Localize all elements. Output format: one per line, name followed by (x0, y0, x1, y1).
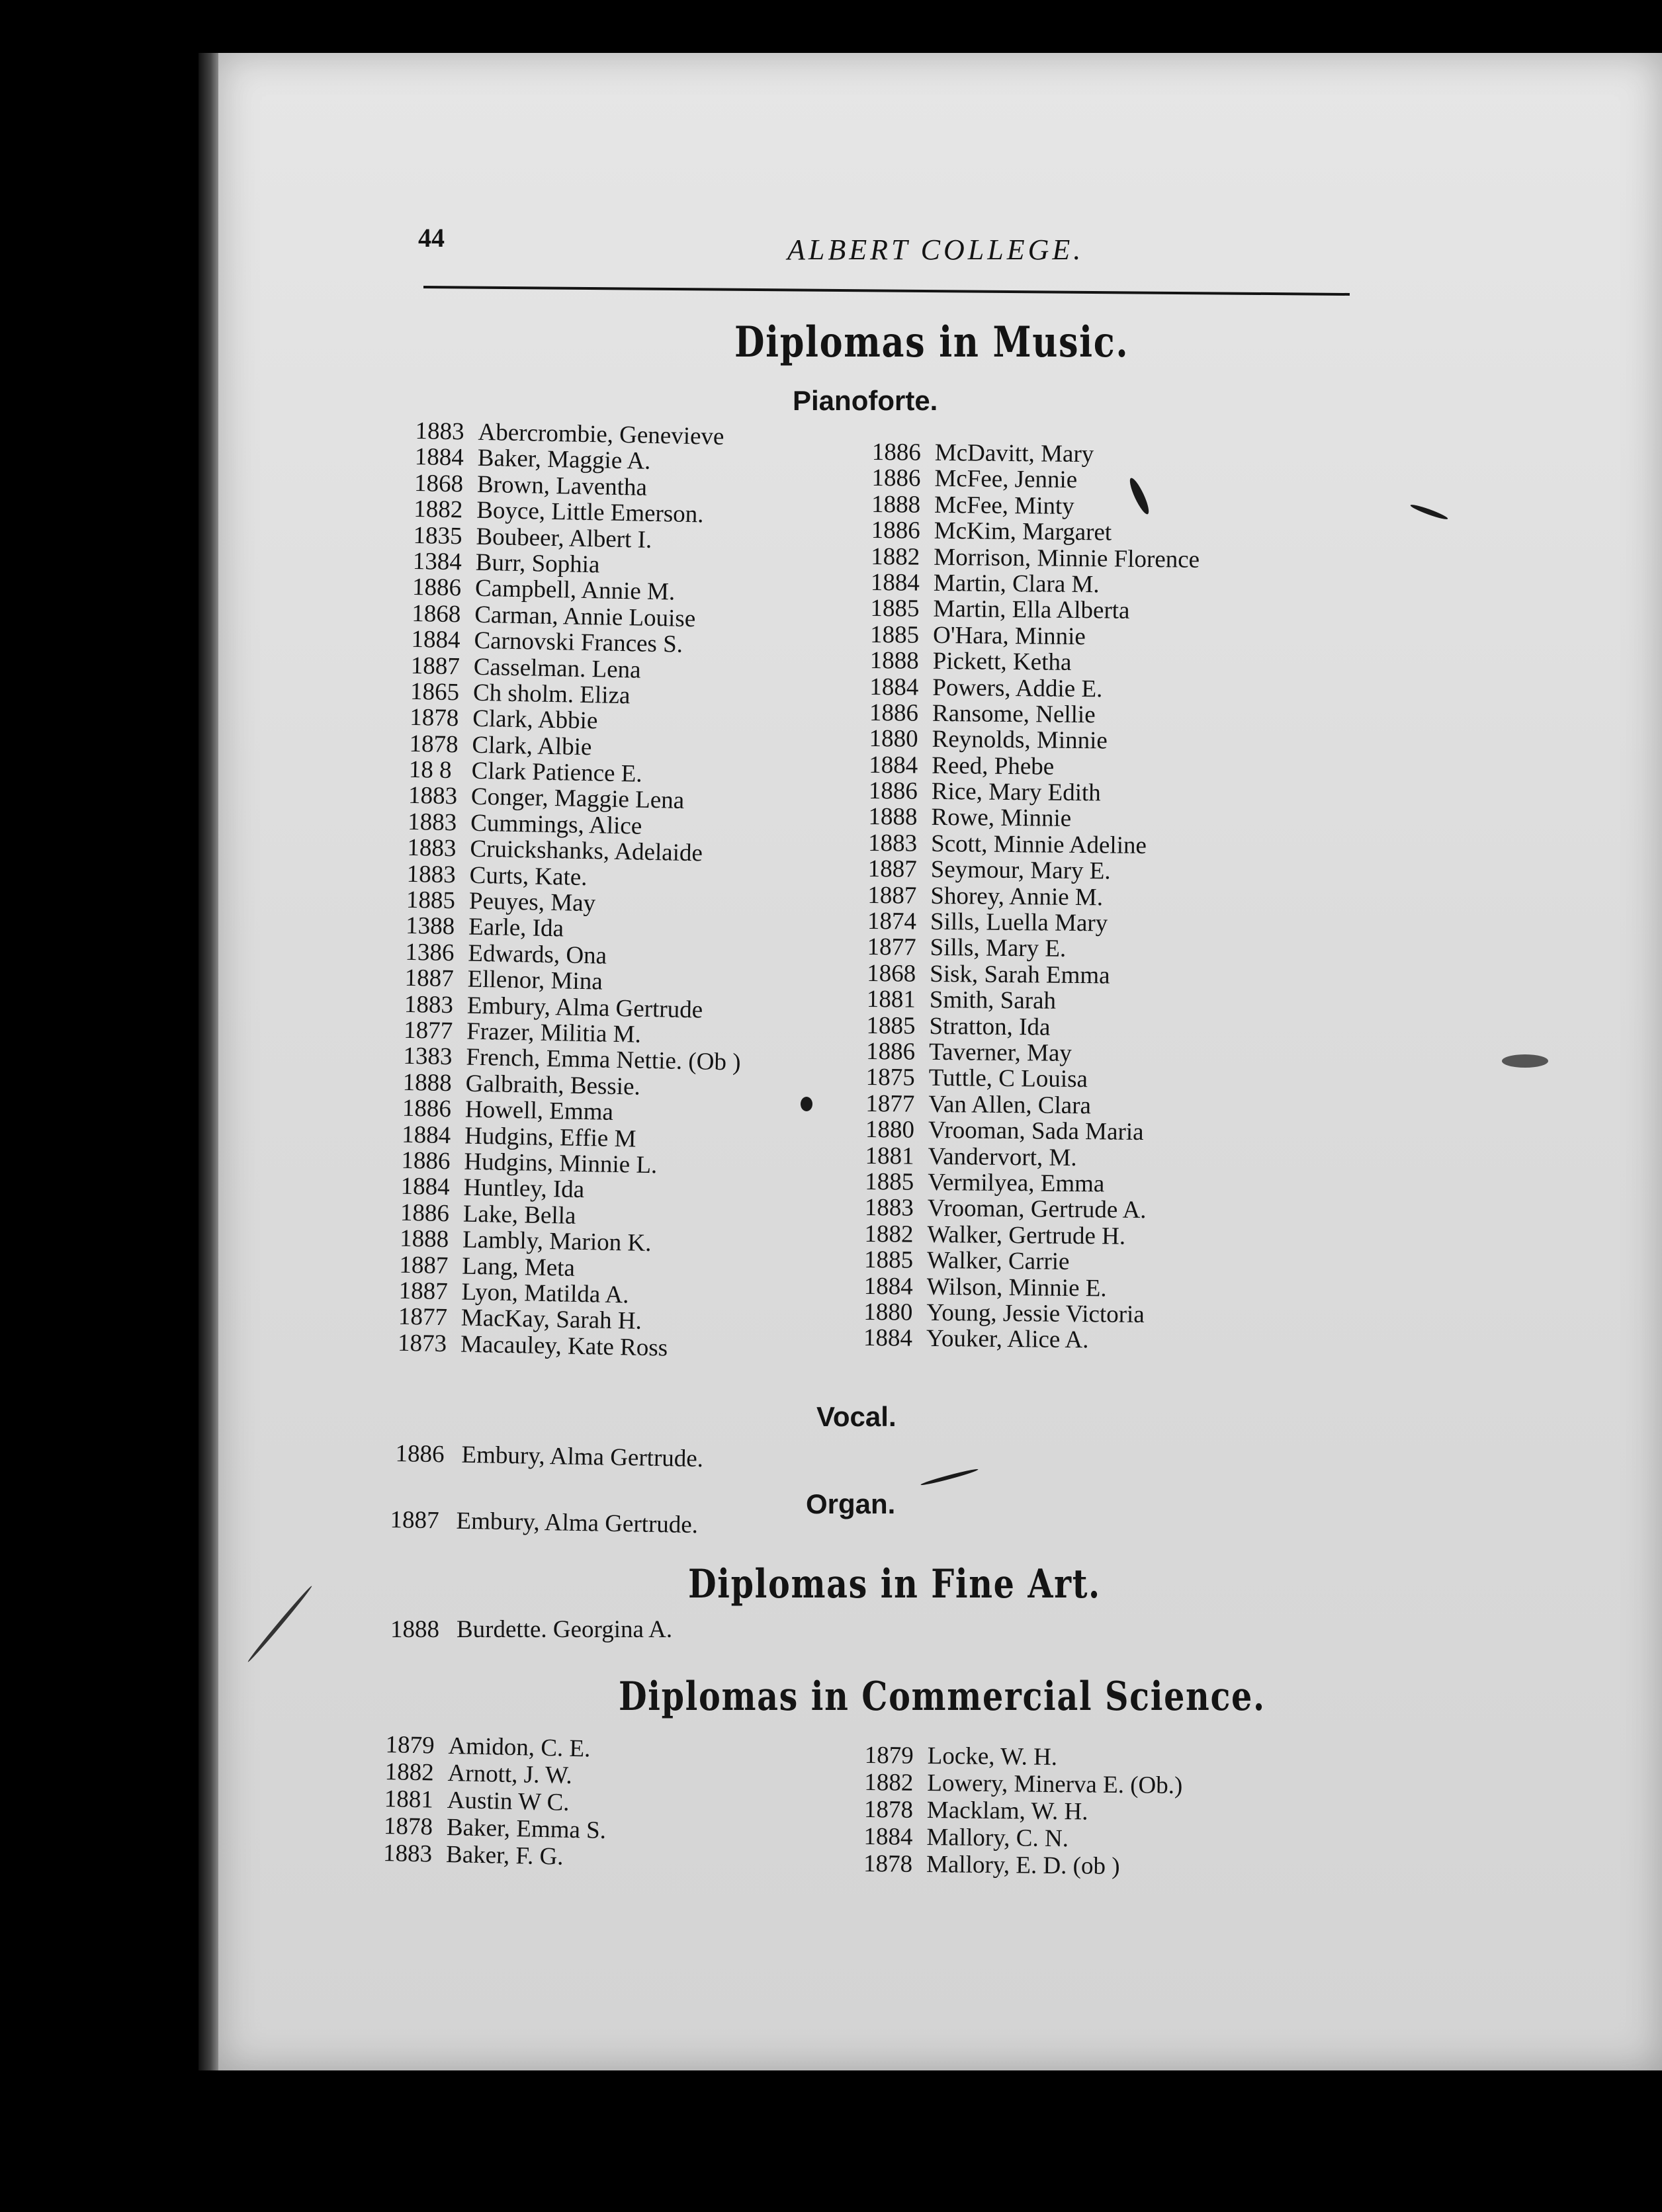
entry-year: 1884 (869, 673, 919, 701)
entry-name: Clark, Albie (472, 731, 592, 761)
list-item (864, 1769, 1182, 1800)
entry-name: Lowery, Minerva E. (Ob.) (927, 1769, 1183, 1800)
list-item (865, 1142, 1194, 1171)
entry-year: 1882 (864, 1768, 914, 1797)
entry-name: Morrison, Minnie Florence (934, 543, 1200, 574)
fine-art-diplomas-heading: Diplomas in Fine Art. (688, 1561, 1101, 1607)
entry-name: Martin, Clara M. (933, 569, 1100, 599)
entry-year: 1883 (408, 782, 458, 810)
list-item (864, 1221, 1193, 1250)
entry-name: Cummings, Alice (470, 809, 642, 840)
entry-year: 1883 (867, 829, 918, 857)
entry-name: MacKay, Sarah H. (460, 1304, 642, 1336)
entry-name: Macklam, W. H. (926, 1796, 1088, 1826)
entry-name: Lang, Meta (462, 1252, 576, 1282)
entry-year: 1873 (397, 1329, 447, 1357)
entry-year: 1884 (411, 626, 460, 654)
entry-name: Baker, Maggie A. (477, 445, 651, 476)
entry-name: Scott, Minnie Adeline (930, 830, 1147, 859)
entry-year: 1882 (384, 1758, 435, 1787)
entry-name: Sills, Luella Mary (930, 908, 1108, 937)
entry-year: 1388 (405, 912, 455, 941)
list-item (867, 934, 1196, 963)
entry-year: 1887 (404, 964, 455, 993)
entry-year: 1883 (407, 808, 457, 837)
list-item (863, 1824, 1182, 1854)
entry-name: Rice, Mary Edith (931, 777, 1101, 807)
list-item (865, 1169, 1194, 1198)
entry-name: Amidon, C. E. (448, 1732, 591, 1763)
entry-name: Edwards, Ona (468, 939, 607, 970)
entry-year: 1888 (390, 1616, 439, 1643)
entry-year: 1880 (869, 725, 918, 753)
entry-year: 1868 (411, 599, 461, 628)
entry-year: 1888 (871, 490, 921, 519)
fine-art-entry (390, 1615, 672, 1644)
commercial-science-diplomas-heading: Diplomas in Commercial Science. (619, 1674, 1266, 1720)
entry-name: Campbell, Annie M. (474, 575, 676, 606)
entry-name: Van Allen, Clara (928, 1090, 1092, 1119)
entry-name: Rowe, Minnie (931, 804, 1072, 833)
entry-name: Baker, F. G. (445, 1840, 564, 1871)
entry-year: 1868 (414, 469, 464, 498)
entry-name: McFee, Jennie (934, 465, 1078, 494)
organ-entry (390, 1506, 698, 1539)
entry-year: 1865 (410, 677, 460, 706)
entry-year: 1884 (414, 443, 464, 472)
entry-year: 1887 (410, 652, 460, 680)
entry-name: Burr, Sophia (475, 548, 600, 579)
entry-year: 1877 (865, 1089, 915, 1118)
entry-year: 1883 (864, 1194, 914, 1222)
entry-year: 1884 (870, 568, 920, 597)
entry-year: 1883 (382, 1839, 433, 1868)
scan-speck (1502, 1054, 1548, 1068)
entry-name: Curts, Kate. (469, 861, 588, 891)
entry-year: 1875 (865, 1064, 915, 1092)
entry-year: 1887 (390, 1506, 439, 1535)
list-item (867, 882, 1196, 912)
list-item (871, 465, 1200, 494)
entry-year: 1888 (402, 1068, 453, 1097)
entry-year: 1887 (867, 855, 917, 883)
entry-year: 1885 (866, 1011, 916, 1040)
list-item (868, 856, 1197, 885)
entry-year: 1886 (871, 464, 921, 493)
list-item (865, 1742, 1183, 1773)
entry-name: Youker, Alice A. (926, 1325, 1089, 1354)
list-item (870, 622, 1199, 651)
entry-name: Hudgins, Minnie L. (464, 1148, 658, 1179)
commercial-list-left (383, 1732, 608, 1872)
entry-name: Vrooman, Gertrude A. (927, 1195, 1147, 1224)
entry-year: 1886 (868, 777, 918, 805)
entry-name: Mallory, C. N. (926, 1823, 1069, 1853)
list-item (868, 804, 1197, 833)
list-item (867, 960, 1196, 990)
running-head: ALBERT COLLEGE. (787, 234, 1084, 266)
entry-name: Powers, Addie E. (932, 673, 1103, 702)
commercial-list-right (863, 1742, 1183, 1881)
entry-name: Frazer, Militia M. (466, 1017, 642, 1048)
entry-year: 1882 (413, 495, 463, 524)
entry-name: McDavitt, Mary (934, 439, 1094, 468)
entry-name: Wilson, Minnie E. (926, 1273, 1107, 1302)
entry-year: 1885 (865, 1168, 914, 1196)
pianoforte-list-right (863, 439, 1201, 1354)
entry-name: Ransome, Nellie (932, 699, 1096, 729)
entry-name: Boyce, Little Emerson. (476, 496, 704, 529)
entry-name: Lambly, Marion K. (462, 1226, 652, 1257)
entry-name: Clark, Abbie (472, 705, 598, 735)
entry-year: 1886 (869, 699, 919, 727)
music-diplomas-heading: Diplomas in Music. (734, 318, 1129, 367)
entry-name: Austin W C. (447, 1786, 570, 1816)
entry-name: Vermilyea, Emma (928, 1168, 1105, 1198)
entry-year: 1887 (867, 881, 917, 910)
entry-name: Carnovski Frances S. (474, 626, 683, 658)
entry-year: 1386 (405, 938, 455, 967)
list-item (871, 544, 1200, 573)
entry-year: 18 8 (408, 755, 452, 785)
list-item (867, 986, 1196, 1015)
list-item (869, 726, 1198, 755)
entry-name: Sills, Mary E. (930, 934, 1067, 963)
entry-year: 1886 (865, 1037, 916, 1066)
entry-year: 1881 (384, 1785, 434, 1814)
list-item (866, 1013, 1195, 1042)
entry-name: Boubeer, Albert I. (476, 523, 652, 554)
entry-year: 1882 (864, 1220, 914, 1248)
entry-year: 1882 (871, 542, 920, 571)
entry-year: 1877 (403, 1016, 453, 1045)
list-item (865, 1091, 1194, 1120)
entry-year: 1885 (869, 620, 920, 649)
entry-year: 1383 (403, 1042, 453, 1071)
list-item (867, 908, 1196, 937)
entry-year: 1877 (867, 933, 916, 962)
entry-name: Carman, Annie Louise (474, 601, 696, 632)
entry-name: Arnott, J. W. (447, 1759, 573, 1789)
organ-heading: Organ. (806, 1488, 896, 1519)
entry-name: Embury, Alma Gertrude (466, 992, 703, 1024)
entry-name: Howell, Emma (464, 1095, 614, 1127)
entry-year: 1886 (395, 1439, 445, 1468)
entry-year: 1880 (863, 1298, 913, 1326)
entry-name: Hudgins, Effie M (464, 1122, 636, 1153)
entry-year: 1886 (400, 1199, 450, 1227)
entry-year: 1886 (412, 574, 462, 602)
entry-name: Vrooman, Sada Maria (928, 1117, 1144, 1146)
entry-name: Casselman. Lena (473, 653, 641, 684)
entry-year: 1884 (863, 1822, 913, 1851)
list-item (869, 700, 1198, 729)
entry-year: 1883 (406, 860, 457, 888)
entry-name: Stratton, Ida (929, 1012, 1051, 1041)
entry-name: Reed, Phebe (932, 751, 1055, 781)
list-item (864, 1797, 1182, 1827)
entry-year: 1886 (402, 1094, 452, 1123)
list-item (869, 752, 1198, 781)
entry-year: 1886 (401, 1146, 451, 1175)
entry-name: Huntley, Ida (463, 1173, 585, 1204)
entry-year: 1835 (413, 521, 462, 550)
entry-year: 1883 (407, 834, 457, 863)
list-item (863, 1299, 1192, 1328)
entry-name: Pickett, Ketha (932, 648, 1072, 677)
entry-year: 1887 (399, 1251, 449, 1279)
list-item (871, 570, 1200, 599)
list-item (870, 595, 1199, 624)
entry-name: Sisk, Sarah Emma (930, 960, 1110, 990)
entry-year: 1881 (865, 1142, 914, 1170)
entry-year: 1884 (863, 1272, 913, 1300)
entry-name: Shorey, Annie M. (930, 882, 1104, 912)
entry-year: 1886 (871, 439, 922, 466)
list-item (866, 1039, 1195, 1068)
entry-year: 1880 (865, 1116, 915, 1144)
entry-name: Smith, Sarah (929, 986, 1057, 1015)
entry-name: Embury, Alma Gertrude. (456, 1507, 699, 1539)
entry-year: 1879 (385, 1731, 435, 1760)
entry-name: Locke, W. H. (927, 1742, 1058, 1771)
entry-name: Seymour, Mary E. (930, 856, 1111, 885)
entry-year: 1878 (409, 704, 459, 732)
entry-name: Peuyes, May (468, 887, 596, 917)
entry-name: Conger, Maggie Lena (470, 783, 685, 815)
vocal-entry (395, 1439, 703, 1473)
entry-name: Brown, Laventha (476, 470, 648, 501)
entry-name: Lyon, Matilda A. (461, 1278, 629, 1309)
entry-name: Vandervort, M. (928, 1142, 1077, 1171)
list-item (869, 673, 1198, 702)
entry-year: 1886 (871, 517, 920, 544)
entry-name: Tuttle, C Louisa (928, 1064, 1088, 1093)
entry-name: Galbraith, Bessie. (465, 1070, 641, 1101)
pianoforte-list-left (398, 418, 753, 1363)
list-item (871, 491, 1200, 521)
entry-name: Martin, Ella Alberta (933, 595, 1130, 625)
list-item (865, 1117, 1194, 1146)
entry-name: Clark Patience E. (471, 757, 643, 788)
entry-name: McKim, Margaret (934, 517, 1112, 546)
entry-year: 1888 (399, 1224, 449, 1254)
list-item (864, 1247, 1193, 1276)
entry-year: 1885 (406, 886, 456, 915)
entry-year: 1884 (400, 1173, 451, 1201)
entry-name: Baker, Emma S. (446, 1813, 607, 1845)
entry-year: 1884 (863, 1324, 913, 1352)
list-item (869, 778, 1198, 807)
entry-year: 1888 (868, 803, 918, 831)
entry-name: Walker, Gertrude H. (927, 1220, 1126, 1250)
entry-year: 1878 (863, 1850, 913, 1878)
entry-year: 1878 (383, 1812, 433, 1841)
entry-year: 1874 (867, 907, 917, 935)
page-spine-edge (198, 53, 218, 2070)
entry-name: Ch sholm. Eliza (472, 679, 631, 710)
list-item (863, 1325, 1192, 1354)
entry-year: 1884 (869, 751, 918, 779)
entry-year: 1881 (866, 986, 916, 1013)
entry-year: 1888 (869, 647, 919, 675)
entry-name: Young, Jessie Victoria (926, 1298, 1145, 1328)
entry-year: 1885 (870, 595, 920, 623)
entry-name: Cruickshanks, Adelaide (470, 835, 703, 867)
list-item (866, 1064, 1195, 1093)
list-item (865, 1195, 1194, 1224)
page-number: 44 (418, 223, 445, 253)
entry-name: Lake, Bella (462, 1200, 576, 1230)
entry-year: 1883 (404, 990, 454, 1019)
entry-name: Embury, Alma Gertrude. (461, 1441, 704, 1473)
entry-name: Walker, Carrie (926, 1246, 1070, 1276)
entry-name: Taverner, May (928, 1038, 1072, 1067)
entry-name: Macauley, Kate Ross (460, 1330, 668, 1362)
entry-year: 1883 (415, 417, 465, 446)
list-item (872, 439, 1201, 468)
scan-speck (801, 1097, 812, 1111)
entry-year: 1878 (409, 730, 459, 759)
entry-name: Reynolds, Minnie (932, 726, 1108, 755)
list-item (863, 1851, 1182, 1881)
entry-year: 1887 (398, 1277, 449, 1306)
entry-name: McFee, Minty (934, 491, 1074, 520)
entry-year: 1884 (401, 1121, 451, 1149)
entry-year: 1879 (864, 1742, 914, 1769)
entry-year: 1878 (863, 1795, 914, 1824)
entry-year: 1384 (412, 547, 462, 576)
entry-name: French, Emma Nettie. (Ob ) (466, 1044, 741, 1076)
entry-year: 1868 (867, 959, 916, 988)
entry-name: Ellenor, Mina (467, 965, 603, 996)
entry-name: Abercrombie, Genevieve (478, 418, 724, 450)
entry-name: Earle, Ida (468, 914, 564, 943)
entry-name: O'Hara, Minnie (932, 621, 1086, 650)
vocal-heading: Vocal. (816, 1401, 897, 1432)
list-item (870, 648, 1199, 677)
entry-year: 1877 (398, 1303, 448, 1332)
pianoforte-heading: Pianoforte. (793, 385, 938, 416)
list-item (868, 830, 1197, 859)
list-item (864, 1273, 1193, 1302)
list-item (871, 517, 1200, 546)
entry-year: 1885 (863, 1246, 914, 1274)
entry-name: Burdette. Georgina A. (457, 1616, 673, 1643)
entry-name: Mallory, E. D. (ob ) (926, 1850, 1120, 1881)
list-item (383, 1840, 606, 1872)
